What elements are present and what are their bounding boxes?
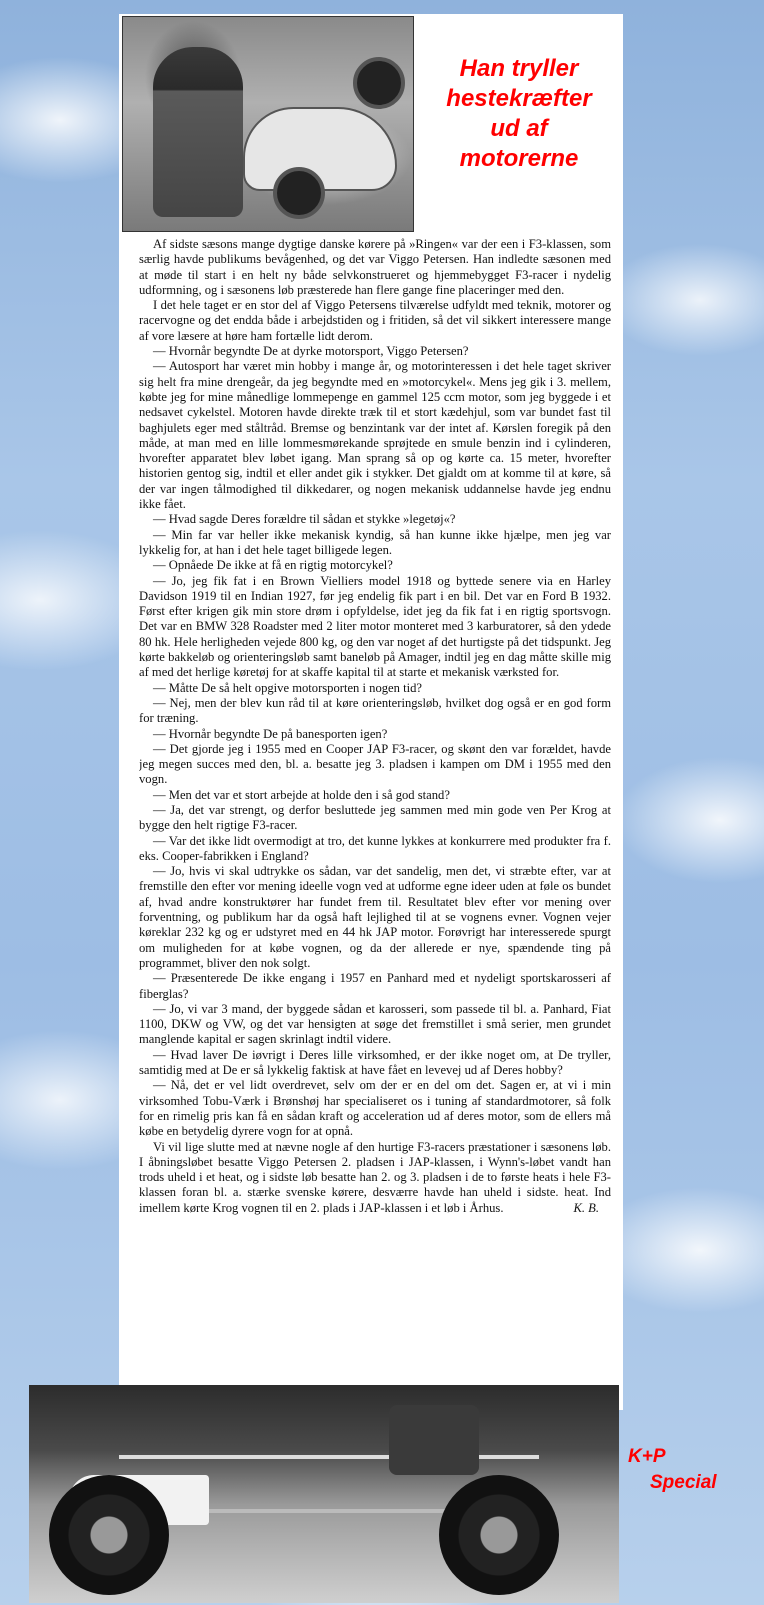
paragraph: — Måtte De så helt opgive motorsporten i nogen tid?	[153, 680, 422, 695]
driver-figure	[153, 47, 243, 217]
paragraph: I det hele taget er en stor del af Viggo Petersens tilværelse udfyldt med teknik, motorer og racervogne og det endda både i arbejdstiden og i fritiden, så det vil sikkert interessere mange af vore læsere at høre ham fortælle lidt derom.	[139, 298, 611, 343]
front-wheel	[49, 1475, 169, 1595]
car-name-caption	[628, 1444, 758, 1496]
paragraph: — Præsenterede De ikke engang i 1957 en Panhard med et nydeligt sportskarosseri af fiberglas?	[139, 971, 611, 1001]
headline-line: ud af	[490, 115, 548, 142]
headline-line: motorerne	[459, 145, 579, 172]
paragraph: — Autosport har været min hobby i mange år, og motorinteressen i det hele taget skriver sig helt fra mine drengeår, da jeg begyndte med en »motorcykel«. Mens jeg gik i 3. mellem, købte jeg for mine månedlige lommepenge en gammel 125 ccm motor, som jeg byggede i et nedsavet cykelstel. Motoren havde direkte træk til et stort kædehjul, som var bundet fast til baghjulets eger med ståltråd. Bremse og benzintank var der intet af. Kørslen foregik på den måde, at man med en lille lommesmørekande sprøjtede en smule benzin ind i cylinderen, hvorefter apparatet blev løbet igang. Man sprang så op og kørte ca. 15 meter, hvorefter historien gentog sig, indtil et eller andet gik i stykker. Det gjaldt om at komme til at køre, så der var ingen tålmodighed til dikkedarer, og nogen mekanisk uddannelse havde jeg endnu ikke fået.	[139, 359, 611, 512]
caption-line: Special	[650, 1472, 717, 1493]
paragraph: — Nå, det er vel lidt overdrevet, selv om der er en del om det. Sagen er, at vi i min virksomhed Tobu-Værk i Brønshøj har specialiseret os i tuning af standardmotorer, så folk for en rimelig pris kan få en sådan kraft og acceleration ud af deres motor, som de ellers må købe en betydelig dyrere vogn for at opnå.	[139, 1078, 611, 1139]
wheel	[273, 167, 325, 219]
headline	[419, 54, 619, 174]
paragraph: Vi vil lige slutte med at nævne nogle af den hurtige F3-racers præstationer i sæsonens løb. I åbningsløbet besatte Viggo Petersen 2. pladsen i JAP-klassen, i Wynn's-løbet vandt han trods uheld i et heat, og i sidste løb besatte han 2. og 3. pladsen i de to første heats i hele F3-klassen foran bl. a. stærke svenske kørere, desværre havde han uheld i sidste. heat. Ind imellem kørte Krog vognen til en 2. plads i JAP-klassen i et løb i Århus.	[139, 1139, 611, 1215]
paragraph: — Hvornår begyndte De på banesporten igen?	[153, 726, 388, 741]
paragraph: — Men det var et stort arbejde at holde den i så god stand?	[153, 787, 450, 802]
racer-chassis-photo	[29, 1385, 619, 1603]
rear-wheel	[439, 1475, 559, 1595]
paragraph: — Opnåede De ikke at få en rigtig motorcykel?	[153, 558, 393, 573]
author-signature: K. B.	[573, 1201, 599, 1215]
paragraph: — Hvornår begyndte De at dyrke motorsport, Viggo Petersen?	[153, 344, 469, 359]
paragraph: — Nej, men der blev kun råd til at køre orienteringsløb, hvilket dog også er en god form for træning.	[139, 695, 611, 726]
engine	[389, 1405, 479, 1475]
paragraph: — Hvad laver De iøvrigt i Deres lille virksomhed, er der ikke noget om, at De tryller, samtidig med at De er så lykkelig faktisk at have fået en levevej ud af Deres hobby?	[139, 1047, 611, 1078]
wheel	[353, 57, 405, 109]
headline-line: hestekræfter	[446, 85, 592, 112]
paragraph: — Ja, det var strengt, og derfor besluttede jeg sammen med min gode ven Per Krog at bygge den helt rigtige F3-racer.	[139, 802, 611, 833]
paragraph: — Min far var heller ikke mekanisk kyndig, så han kunne ikke hjælpe, men jeg var lykkelig for, at han i det hele taget billigede legen.	[139, 527, 611, 557]
paragraph: — Hvad sagde Deres forældre til sådan et stykke »legetøj«?	[153, 512, 456, 527]
article-body	[139, 237, 611, 1410]
paragraph: — Det gjorde jeg i 1955 med en Cooper JAP F3-racer, og skønt den var forældet, havde jeg megen succes med den, bl. a. besatte jeg 3. pladsen i kampen om DM i 1955 med den vogn.	[139, 741, 611, 787]
paragraph: — Jo, vi var 3 mand, der byggede sådan et karosseri, som passede til bl. a. Panhard, Fiat 1100, DKW og VW, og det var hensigten at søge det fremstillet i små serier, men grundet manglende kapital er sagen skrinlagt indtil videre.	[139, 1001, 611, 1047]
paragraph: — Var det ikke lidt overmodigt at tro, det kunne lykkes at konkurrere med produkter fra f. eks. Cooper-fabrikken i England?	[139, 833, 611, 863]
paragraph: — Jo, jeg fik fat i en Brown Vielliers model 1918 og byttede senere via en Harley Davidson 1919 til en Indian 1927, før jeg endelig fik part i en bil. Det var en Ford B 1932. Først efter krigen gik min store drøm i opfyldelse, idet jeg da fik fat i en rigtig sportsvogn. Det var en BMW 328 Roadster med 2 liter motor monteret med 3 karburatorer, så den ydede 80 hk. Hele herligheden vejede 800 kg, og den var noget af det hurtigste på det tidspunkt. Jeg kørte bakkeløb og orienteringsløb samt baneløb på Amager, indtil jeg en dag måtte skille mig af med det herlige køretøj for at skaffe kapital til at starte et mekanisk værksted for.	[139, 573, 611, 680]
paragraph: — Jo, hvis vi skal udtrykke os sådan, var det sandelig, men det, vi stræbte efter, var at fremstille den efter vor mening ideelle vogn ved at udforme egne ideer uden at føle os bundet af, hvad andre konstruktører har fundet frem til. Resultatet blev efter vor mening over forventning, og publikum har da også haft lejlighed til at se vognens evner. Vognen vejer køreklar 232 kg og er udstyret med en 44 hk JAP motor. Forøvrigt har interesserede spurgt om muligheden for at købe vognen, og da der allerede er nye, spændende ting på programmet, bliver den nok solgt.	[139, 864, 611, 970]
caption-line: K+P	[628, 1446, 666, 1467]
paragraph: Af sidste sæsons mange dygtige danske kørere på »Ringen« var der een i F3-klassen, som særlig havde publikums bevågenhed, og det var Viggo Petersen. Han indledte sæsonen med at møde til start i en helt ny både selvkonstrueret og hjemmebygget F3-racer i nydelig udformning, og i sæsonens løb præsterede han flere gange fine placeringer med den.	[139, 237, 611, 297]
headline-line: Han tryller	[459, 55, 579, 82]
driver-photo	[122, 16, 414, 232]
article-page	[119, 14, 623, 1410]
